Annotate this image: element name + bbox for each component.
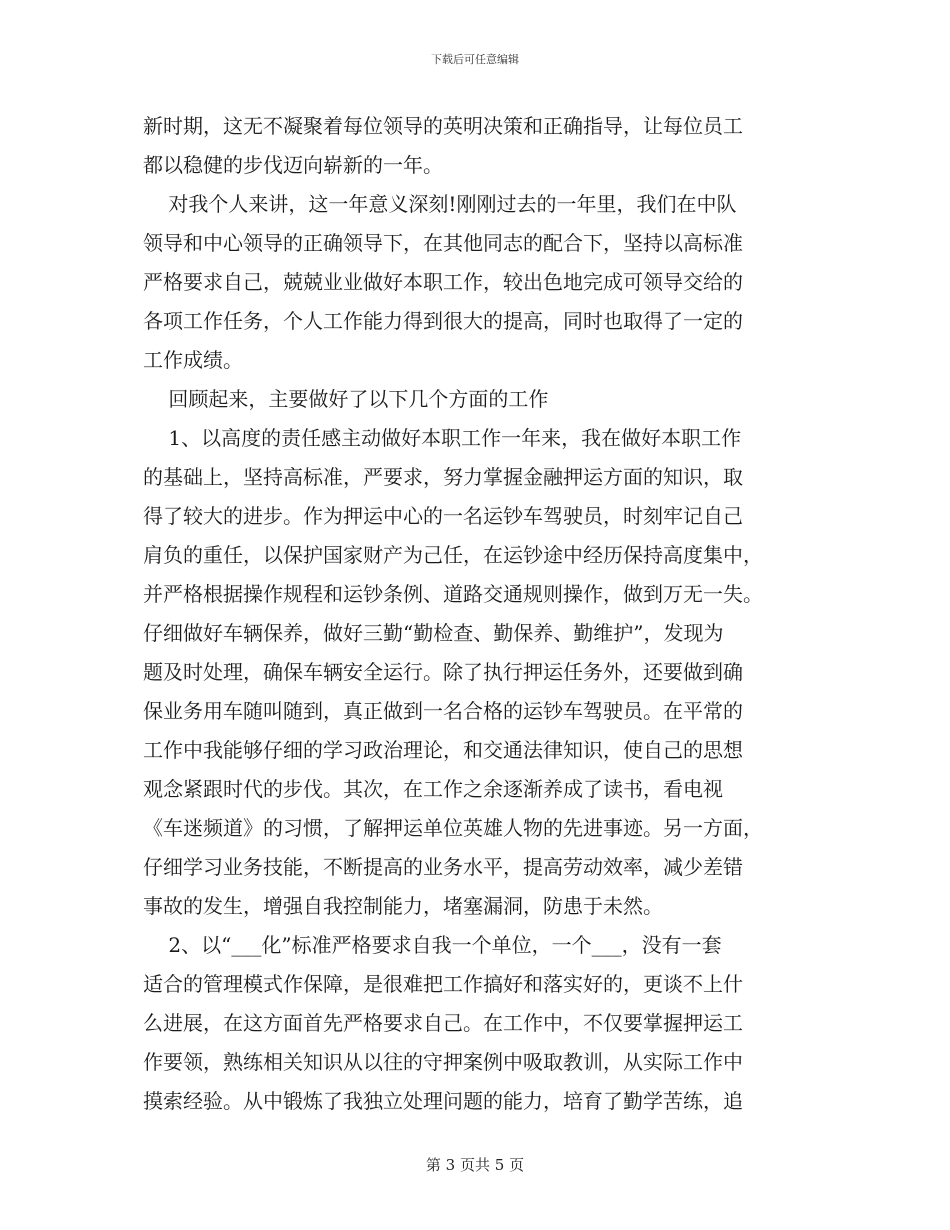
text-line: 严格要求自己，兢兢业业做好本职工作，较出色地完成可领导交给的: [143, 270, 743, 294]
text-line: 对我个人来讲，这一年意义深刻!刚刚过去的一年里，我们在中队: [143, 192, 737, 216]
text-line: 并严格根据操作规程和运钞条例、道路交通规则操作，做到万无一失。: [143, 582, 763, 606]
text-line: 仔细做好车辆保养，做好三勤“勤检查、勤保养、勤维护”，发现为: [143, 621, 724, 645]
text-line: 摸索经验。从中锻炼了我独立处理问题的能力，培育了勤学苦练，追: [143, 1089, 743, 1113]
text-line: 适合的管理模式作保障，是很难把工作搞好和落实好的，更谈不上什: [143, 972, 743, 996]
text-line: 工作成绩。: [143, 348, 243, 372]
text-line: 作要领，熟练相关知识从以往的守押案例中吸取教训，从实际工作中: [143, 1050, 743, 1074]
text-line: 各项工作任务，个人工作能力得到很大的提高，同时也取得了一定的: [143, 309, 743, 333]
text-line: 仔细学习业务技能，不断提高的业务水平，提高劳动效率，减少差错: [143, 855, 743, 879]
text-line: 题及时处理，确保车辆安全运行。除了执行押运任务外，还要做到确: [143, 660, 743, 684]
text-line: 都以稳健的步伐迈向崭新的一年。: [143, 153, 443, 177]
text-line: 得了较大的进步。作为押运中心的一名运钞车驾驶员，时刻牢记自己: [143, 504, 743, 528]
text-line: 《车迷频道》的习惯，了解押运单位英雄人物的先进事迹。另一方面，: [143, 816, 763, 840]
text-line: 保业务用车随叫随到，真正做到一名合格的运钞车驾驶员。在平常的: [143, 699, 743, 723]
text-line: 回顾起来，主要做好了以下几个方面的工作: [143, 387, 549, 411]
text-line: 肩负的重任，以保护国家财产为己任，在运钞途中经历保持高度集中，: [143, 543, 763, 567]
text-line: 1、以高度的责任感主动做好本职工作一年来，我在做好本职工作: [143, 426, 742, 450]
page-header: 下载后可任意编辑: [431, 53, 519, 66]
text-line: 么进展，在这方面首先严格要求自己。在工作中，不仅要掌握押运工: [143, 1011, 743, 1035]
text-line: 事故的发生，增强自我控制能力，堵塞漏洞，防患于未然。: [143, 894, 663, 918]
text-line: 2、以“___化”标准严格要求自我一个单位，一个___，没有一套: [143, 933, 722, 957]
text-line: 工作中我能够仔细的学习政治理论，和交通法律知识，使自己的思想: [143, 738, 743, 762]
text-line: 观念紧跟时代的步伐。其次，在工作之余逐渐养成了读书，看电视: [143, 777, 723, 801]
text-line: 的基础上，坚持高标准，严要求，努力掌握金融押运方面的知识，取: [143, 465, 743, 489]
text-line: 新时期，这无不凝聚着每位领导的英明决策和正确指导，让每位员工: [143, 114, 743, 138]
document-body: [143, 107, 813, 1121]
text-line: 领导和中心领导的正确领导下，在其他同志的配合下，坚持以高标准: [143, 231, 743, 255]
page-footer: 第 3 页共 5 页: [425, 1156, 525, 1174]
